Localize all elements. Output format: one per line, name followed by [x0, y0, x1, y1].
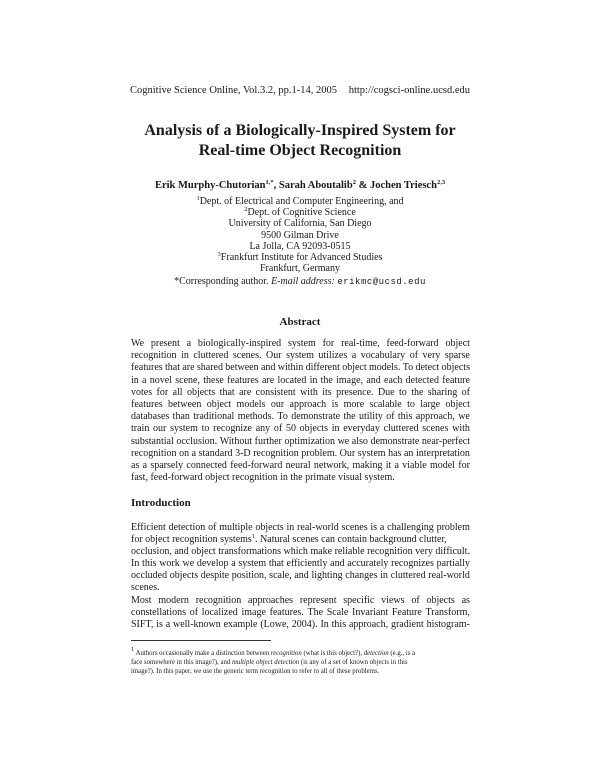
introduction-paragraph-2 [131, 595, 470, 631]
abstract-line: databases than traditional methods. To demonstrate the utility of this approach, we [131, 411, 470, 423]
paragraph-line: occlusion, and object transformations which make reliable recognition very difficult. [131, 546, 470, 558]
affiliations [0, 196, 600, 289]
author-3-affil-marker: 2,3 [436, 179, 446, 186]
title-line-2: Real-time Object Recognition [198, 142, 402, 159]
journal-url[interactable]: http://cogsci-online.ucsd.edu [348, 85, 470, 96]
footnote-marker[interactable]: 1 [251, 533, 256, 541]
author-2-affil-marker: 2 [352, 179, 356, 186]
abstract-line: in a novel scene, these features are located in the image, and each detected feature [131, 374, 470, 386]
abstract-line: features between object models our approach is more scalable to large object [131, 399, 470, 411]
introduction-heading: Introduction [131, 497, 191, 509]
journal-citation: Cognitive Science Online, Vol.3.2, pp.1-14, 2005 [130, 85, 337, 96]
author-3: Jochen Triesch [369, 180, 437, 191]
paragraph-line: Efficient detection of multiple objects in real-world scenes is a challenging problem [131, 522, 470, 533]
affiliation-2: $^2$Dept. of Cognitive Science [244, 206, 356, 219]
paragraph-line: Most modern recognition approaches represent specific views of objects as [131, 595, 470, 606]
paragraph-line: constellations of localized image features. The Scale Invariant Feature Transform, [131, 607, 470, 619]
paragraph-line: SIFT, is a well-known example (Lowe, 2004). In this approach, gradient histogram- [131, 619, 470, 631]
university-city: La Jolla, CA 92093-0515 [249, 240, 351, 252]
corresponding-author: *Corresponding author. E-mail address: erikmc@ucsd.edu [174, 276, 426, 288]
author-separator: & [355, 180, 370, 191]
author-1: Erik Murphy-Chutorian [154, 180, 266, 191]
abstract-line: as a sparsely connected feed-forward neural network, making it a viable model for [131, 460, 470, 472]
paragraph-line: for object recognition systems$^1$. Natural scenes can contain background clutter, [131, 533, 447, 546]
abstract-body [131, 338, 470, 484]
author-2: Sarah Aboutalib [278, 180, 353, 191]
abstract-line: recognition on a standard 3-D recognition problem. Our system has an interpretation [131, 447, 470, 459]
affiliation-3-location: Frankfurt, Germany [260, 263, 340, 275]
abstract-line: train our system to recognize any of 50 objects in everyday cluttered scenes with [131, 423, 470, 435]
abstract-line: features that are shared between and within different object models. To detect objects [131, 362, 470, 374]
footnote-line: $^1$ Authors occasionally make a distinction between recognition (what is this object?), detection (e.g., is a [131, 646, 416, 657]
title-line-1: Analysis of a Biologically-Inspired System for [144, 122, 456, 139]
abstract-line: We present a biologically-inspired system for real-time, feed-forward object [131, 338, 470, 349]
affiliation-3: $^3$Frankfurt Institute for Advanced Studies [217, 251, 383, 264]
author-email-link[interactable]: erikmc@ucsd.edu [337, 277, 426, 288]
author-list [0, 180, 600, 191]
running-header [130, 85, 470, 96]
footnote-separator [131, 640, 271, 641]
abstract-heading: Abstract [279, 316, 321, 328]
footnote [131, 646, 476, 677]
paper-title [0, 121, 600, 161]
university-name: University of California, San Diego [228, 218, 372, 230]
paragraph-line: In this work we develop a system that efficiently and accurately recognizes partially [131, 558, 470, 570]
paragraph-line: scenes. [131, 582, 160, 594]
abstract-line: recognition in cluttered scenes. Our system utilizes a vocabulary of very sparse [131, 350, 470, 362]
university-street: 9500 Gilman Drive [261, 229, 339, 241]
affiliation-1: $^1$Dept. of Electrical and Computer Engineering, and [196, 195, 404, 207]
footnote-line: image?). In this paper, we use the generic term recognition to refer to all of these problems. [131, 668, 380, 676]
abstract-line: fast, feed-forward object recognition in the primate visual system. [131, 472, 395, 484]
author-separator: , [273, 180, 279, 191]
abstract-line: votes for all objects that are consistent with its presence. Due to the sharing of [131, 386, 470, 398]
paragraph-line: occluded objects despite position, scale, and lighting changes in cluttered real-world [131, 570, 470, 582]
abstract-line: substantial occlusion. Without further optimization we also demonstrate near-perfect [131, 435, 470, 447]
footnote-line: face somewhere in this image?), and multiple object detection (is any of a set of known objects in this [131, 659, 408, 667]
author-1-affil-marker: 1,* [265, 179, 274, 186]
introduction-paragraph-1 [131, 522, 470, 595]
